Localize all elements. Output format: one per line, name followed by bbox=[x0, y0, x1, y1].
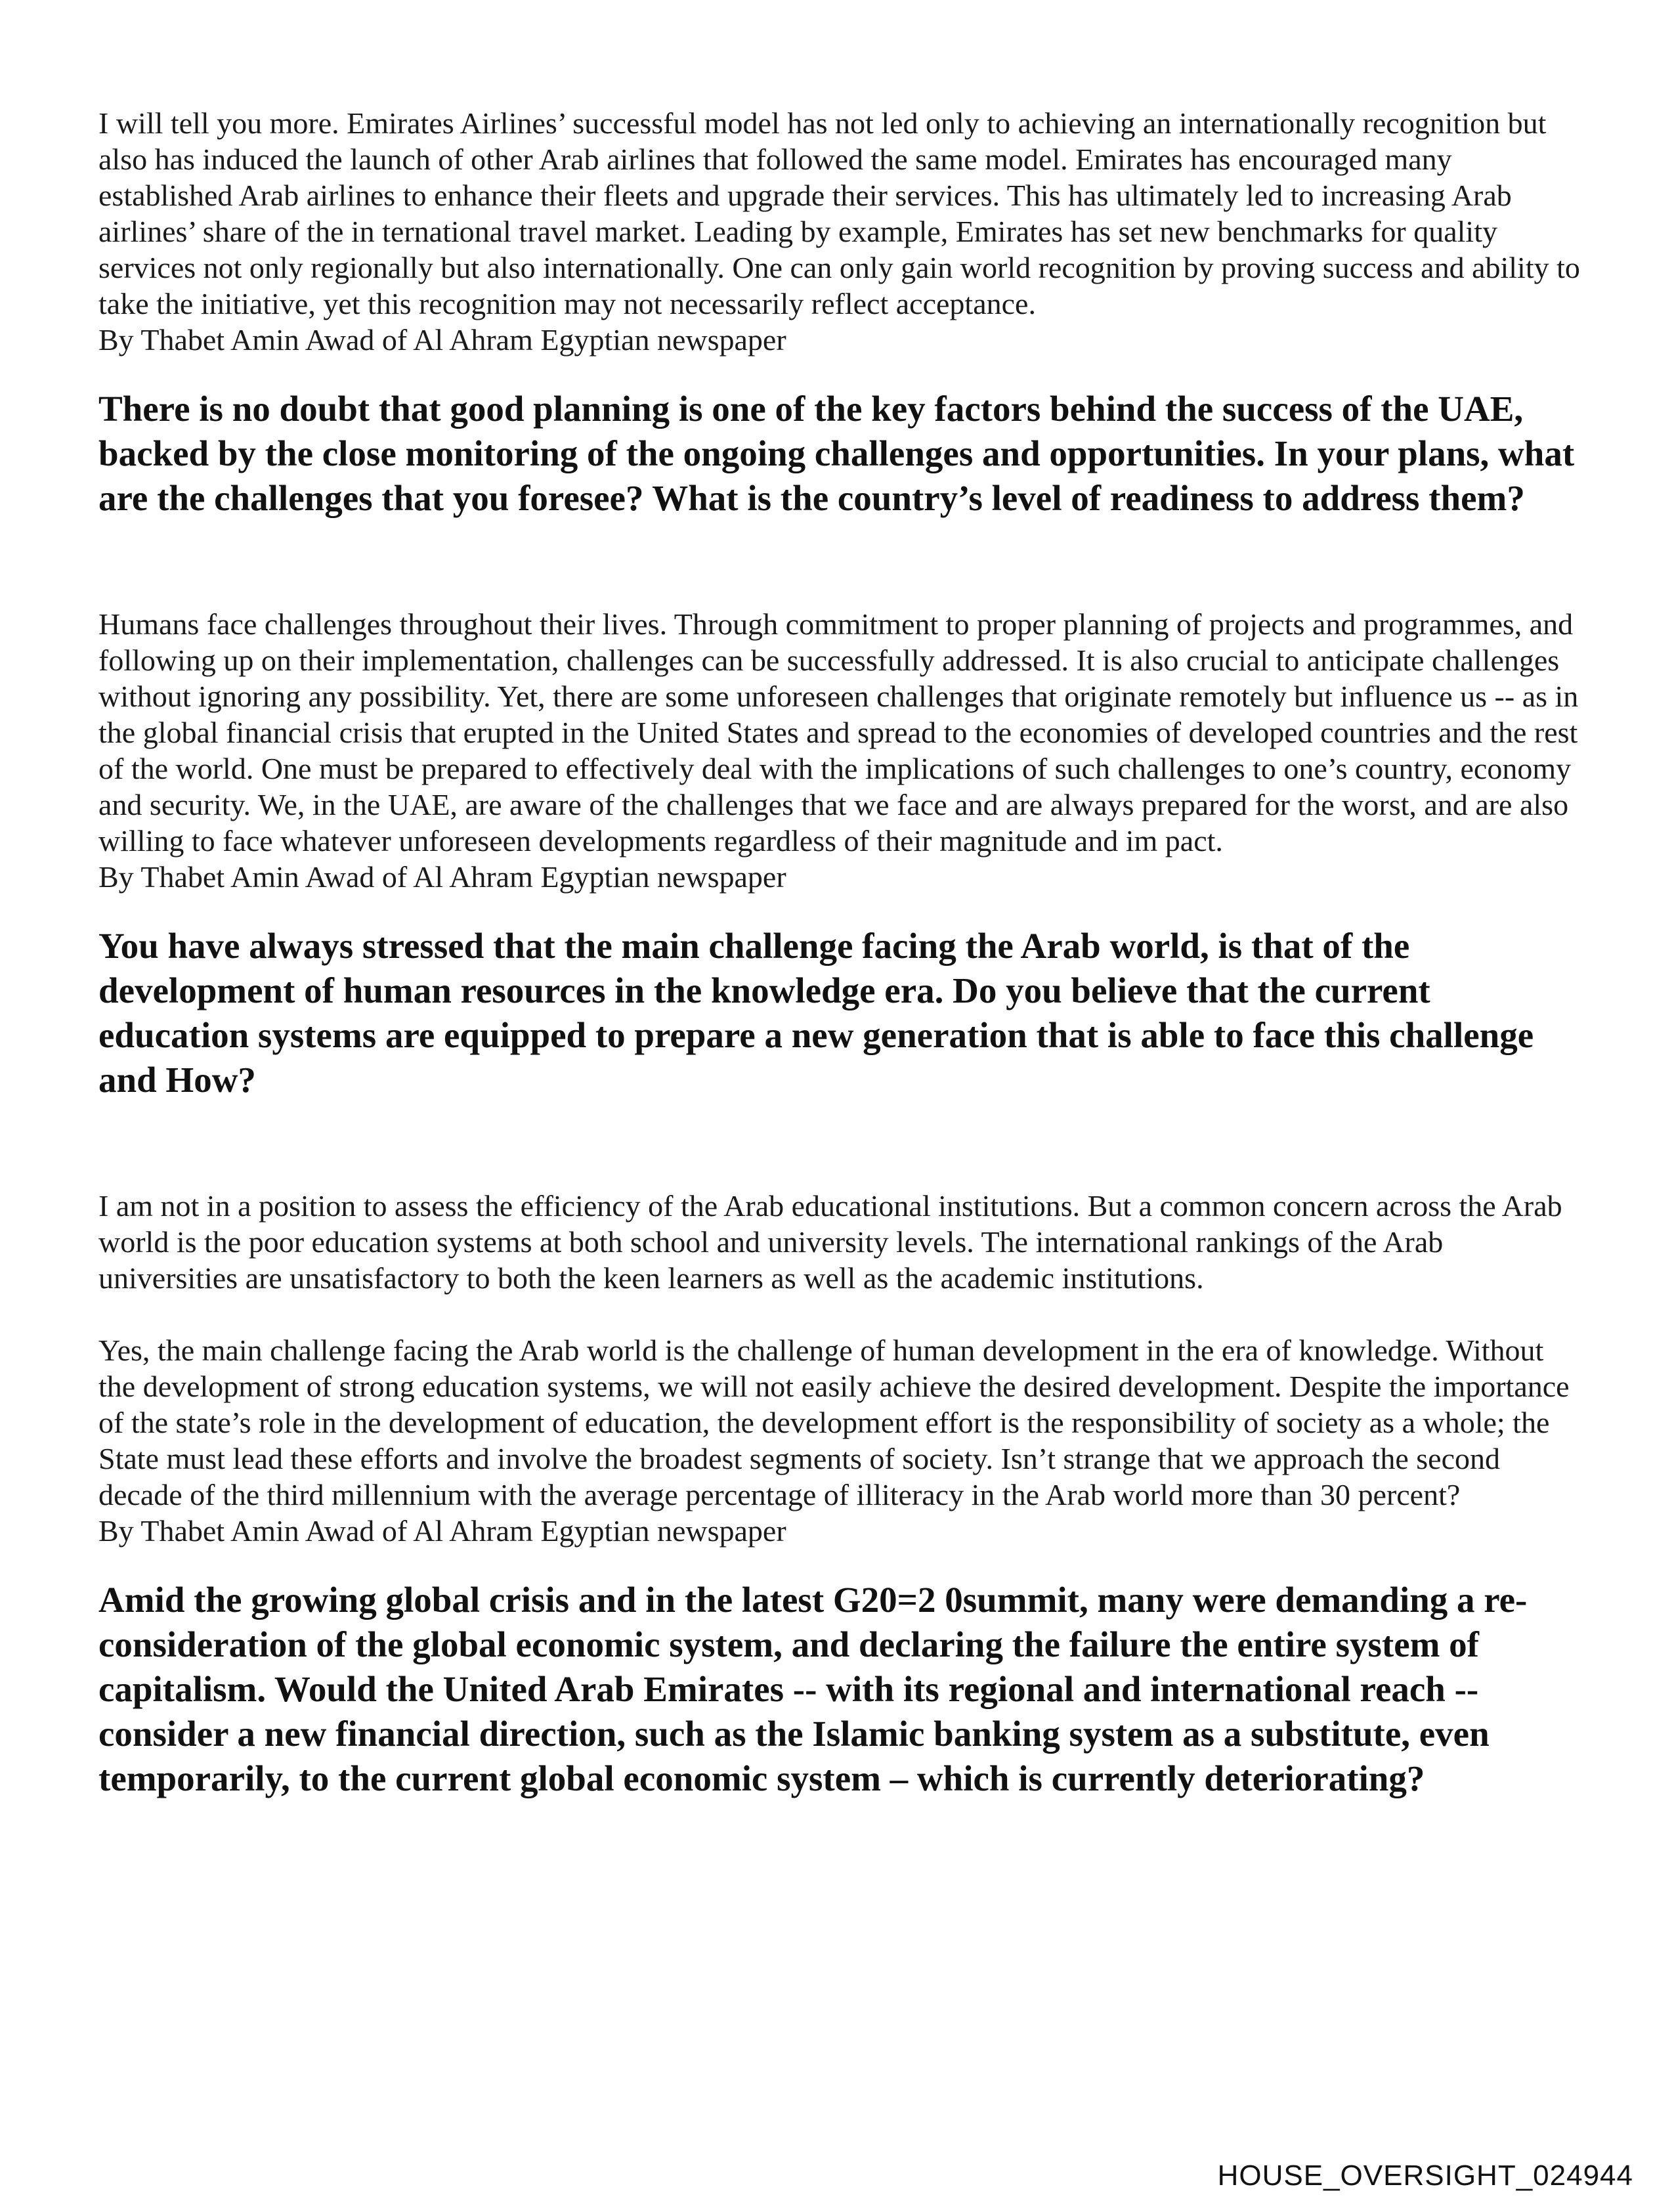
byline: By Thabet Amin Awad of Al Ahram Egyptian newspaper bbox=[98, 1514, 786, 1548]
interview-question: There is no doubt that good planning is one of the key factors behind the success of the UAE, backed by the close monitoring of the ongoing challenges and opportunities. In your plans, what are the challenges that you foresee? What is the country’s level of readiness to address them? bbox=[98, 389, 1575, 518]
document-page bbox=[98, 105, 1582, 1801]
answer-paragraph: Humans face challenges throughout their lives. Through commitment to proper planning of projects and programmes, and following up on their implementation, challenges can be successfully addressed. It is also crucial to anticipate challenges without ignoring any possibility. Yet, there are some unforeseen challenges that originate remotely but influence us -- as in the global financial crisis that erupted in the United States and spread to the economies of developed countries and the rest of the world. One must be prepared to effectively deal with the implications of such challenges to one’s country, economy and security. We, in the UAE, are aware of the challenges that we face and are always prepared for the worst, and are also willing to face whatever unforeseen developments regardless of their magnitude and im pact. bbox=[98, 607, 1579, 857]
byline: By Thabet Amin Awad of Al Ahram Egyptian newspaper bbox=[98, 323, 786, 357]
byline: By Thabet Amin Awad of Al Ahram Egyptian newspaper bbox=[98, 860, 786, 894]
answer-paragraph: I am not in a position to assess the efficiency of the Arab educational institutions. But a common concern across the Arab world is the poor education systems at both school and university levels. The international rankings of the Arab universities are unsatisfactory to both the keen learners as well as the academic institutions. bbox=[98, 1189, 1562, 1295]
bates-number: HOUSE_OVERSIGHT_024944 bbox=[1217, 2159, 1633, 2192]
interview-question: Amid the growing global crisis and in the latest G20=2 0summit, many were demanding a re-consideration of the global economic system, and declaring the failure the entire system of capitalism. Would the United Arab Emirates -- with its regional and international reach -- consider a new financial direction, such as the Islamic banking system as a substitute, even temporarily, to the current global economic system – which is currently deteriorating? bbox=[98, 1580, 1528, 1798]
answer-paragraph: I will tell you more. Emirates Airlines’ successful model has not led only to achieving an internationally recognition but also has induced the launch of other Arab airlines that followed the same model. Emirates has encouraged many established Arab airlines to enhance their fleets and upgrade their services. This has ultimately led to increasing Arab airlines’ share of the in ternational travel market. Leading by example, Emirates has set new benchmarks for quality services not only regionally but also internationally. One can only gain world recognition by proving success and ability to take the initiative, yet this recognition may not necessarily reflect acceptance. bbox=[98, 106, 1580, 320]
interview-question: You have always stressed that the main challenge facing the Arab world, is that of the development of human resources in the knowledge era. Do you believe that the current education systems are equipped to prepare a new generation that is able to face this challenge and How? bbox=[98, 926, 1534, 1100]
answer-paragraph: Yes, the main challenge facing the Arab world is the challenge of human development in the era of knowledge. Without the development of strong education systems, we will not easily achieve the desired development. Despite the importance of the state’s role in the development of education, the development effort is the responsibility of society as a whole; the State must lead these efforts and involve the broadest segments of society. Isn’t strange that we approach the second decade of the third millennium with the average percentage of illiteracy in the Arab world more than 30 percent? bbox=[98, 1334, 1570, 1511]
